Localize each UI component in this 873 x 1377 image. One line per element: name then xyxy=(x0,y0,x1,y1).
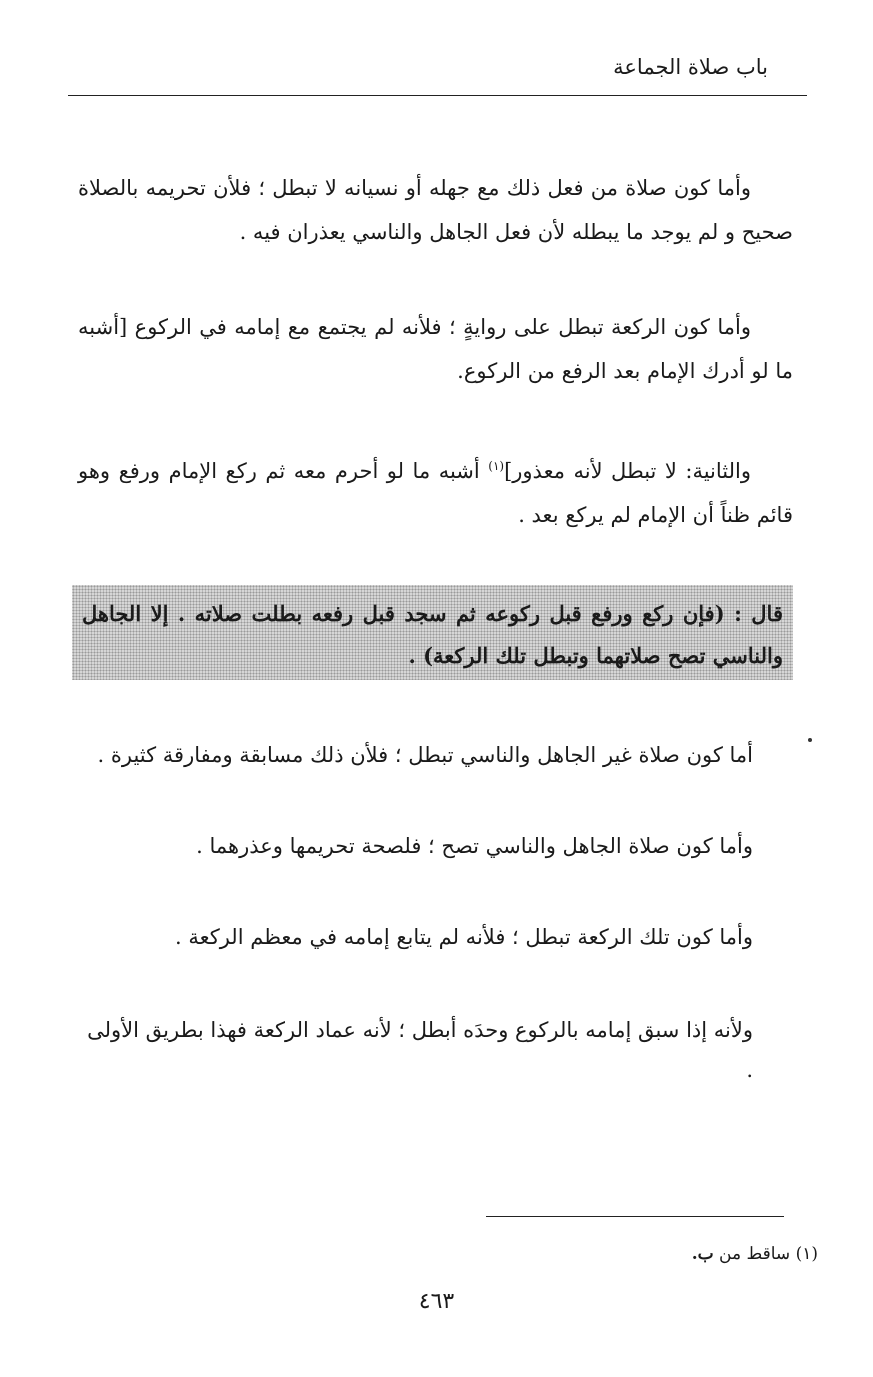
running-head-title: باب صلاة الجماعة xyxy=(613,55,768,79)
paragraph-3-text-b: أشبه ما لو أحرم معه ثم ركع الإمام ورفع وهو قائم ظناً أن الإمام لم يركع بعد . xyxy=(78,459,793,527)
paragraph-1-text: وأما كون صلاة من فعل ذلك مع جهله أو نسيانه لا تبطل ؛ فلأن تحريمه بالصلاة صحيح و لم يوجد ما يبطله لأن فعل الجاهل والناسي يعذران فيه . xyxy=(78,176,793,244)
paragraph-2-text: وأما كون الركعة تبطل على روايةٍ ؛ فلأنه لم يجتمع مع إمامه في الركوع [أشبه ما لو أدرك الإمام بعد الرفع من الركوع. xyxy=(78,315,793,383)
sharh-line-1: أما كون صلاة غير الجاهل والناسي تبطل ؛ فلأن ذلك مسابقة ومفارقة كثيرة . xyxy=(97,743,753,767)
footnote xyxy=(692,1240,818,1268)
highlighted-matn-text: قال : (فإن ركع ورفع قبل ركوعه ثم سجد قبل رفعه بطلت صلاته . إلا الجاهل والناسي تصح صلاتهما وتبطل تلك الركعة) . xyxy=(72,585,793,680)
footnote-reference[interactable]: (١) xyxy=(488,459,505,473)
header-rule xyxy=(68,95,807,96)
paragraph-3 xyxy=(78,444,793,537)
sharh-line-3: وأما كون تلك الركعة تبطل ؛ فلأنه لم يتابع إمامه في معظم الركعة . xyxy=(174,925,753,949)
paragraph-1 xyxy=(78,166,793,254)
footnote-text: ساقط من xyxy=(719,1244,791,1264)
page-number: ٤٦٣ xyxy=(418,1289,455,1314)
footnote-number: (١) xyxy=(795,1244,818,1264)
paragraph-3-text-a: والثانية: لا تبطل لأنه معذور] xyxy=(504,459,751,483)
footnote-rule xyxy=(486,1216,784,1217)
footnote-source: ب. xyxy=(691,1244,714,1264)
sharh-line-2: وأما كون صلاة الجاهل والناسي تصح ؛ فلصحة تحريمها وعذرهما . xyxy=(196,834,753,858)
sharh-line-4: ولأنه إذا سبق إمامه بالركوع وحدَه أبطل ؛ لأنه عماد الركعة فهذا بطريق الأولى . xyxy=(87,1018,753,1082)
paragraph-2 xyxy=(78,305,793,393)
margin-mark xyxy=(808,738,812,742)
